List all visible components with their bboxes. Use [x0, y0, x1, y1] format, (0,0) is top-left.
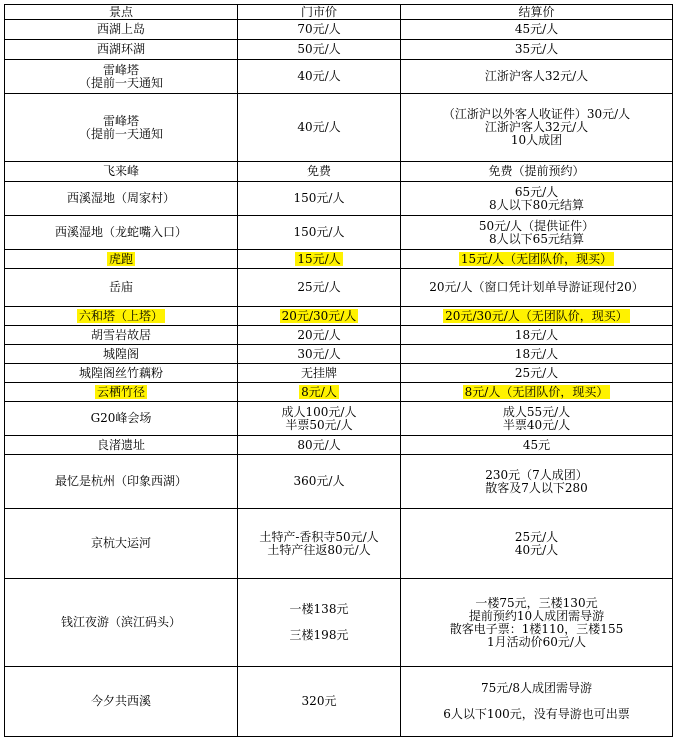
cell-line [403, 310, 670, 323]
highlighted-text: 15元/人（无团队价，现买） [460, 251, 613, 266]
cell-line: 25元/人 [297, 280, 341, 294]
cell-line: 一楼138元 [289, 602, 349, 616]
spot-cell [5, 94, 238, 162]
cell-line: 45元/人 [514, 22, 559, 36]
cell-line: 城隍阁丝竹藕粉 [78, 365, 163, 380]
cell-line: 25元/人 [514, 529, 559, 544]
table-row [5, 364, 673, 383]
cell-line: 1月活动价60元/人 [487, 634, 586, 649]
table-row [5, 269, 673, 307]
cell-line: 30元/人 [297, 346, 341, 361]
cell-line: G20峰会场 [90, 411, 152, 425]
cell-line: 150元/人 [293, 191, 345, 205]
cell-line [7, 253, 235, 266]
spot-cell [5, 40, 238, 60]
spot-cell [5, 364, 238, 383]
cell-line: （江浙沪以外客人收证件）30元/人 [442, 107, 631, 121]
cell-line [240, 310, 398, 323]
settlement-price-cell [401, 162, 673, 182]
cell-line: （提前一天通知 [78, 126, 163, 141]
cell-line [403, 386, 670, 399]
cell-line: 360元/人 [293, 474, 345, 488]
table-row [5, 60, 673, 94]
cell-line: 半票50元/人 [285, 417, 353, 432]
header-settlement-price: 结算价 [401, 5, 673, 20]
cell-line: 雷峰塔 [102, 62, 139, 77]
spot-cell [5, 579, 238, 667]
cell-line [403, 253, 670, 266]
cell-line: 70元/人 [297, 22, 341, 36]
ticket-price-cell [238, 364, 401, 383]
cell-line: 成人100元/人 [281, 404, 357, 419]
table-row [5, 509, 673, 579]
cell-line: 土特产往返80元/人 [267, 542, 371, 557]
cell-line: 20元/人（窗口凭计划单导游证现付20） [429, 280, 644, 294]
table-row [5, 579, 673, 667]
settlement-price-cell [401, 402, 673, 436]
settlement-price-cell [401, 455, 673, 509]
table-row [5, 667, 673, 737]
cell-line: 三楼198元 [289, 628, 349, 642]
ticket-price-cell [238, 20, 401, 40]
cell-line [240, 253, 398, 266]
settlement-price-cell [401, 60, 673, 94]
cell-line: 岳庙 [108, 280, 133, 294]
settlement-price-cell [401, 383, 673, 402]
cell-line: 50元/人 [297, 42, 341, 56]
ticket-price-cell [238, 345, 401, 364]
ticket-price-cell [238, 455, 401, 509]
ticket-price-cell [238, 436, 401, 455]
settlement-price-cell [401, 250, 673, 269]
ticket-price-cell [238, 579, 401, 667]
spot-cell [5, 20, 238, 40]
spot-cell [5, 455, 238, 509]
spot-cell [5, 250, 238, 269]
cell-line: 城隍阁 [102, 346, 139, 361]
ticket-price-cell [238, 94, 401, 162]
table-row [5, 94, 673, 162]
settlement-price-cell [401, 326, 673, 345]
cell-line: 西溪湿地（周家村） [66, 191, 175, 205]
cell-line [7, 310, 235, 323]
spot-cell [5, 216, 238, 250]
settlement-price-cell [401, 182, 673, 216]
cell-line: 散客及7人以下280 [485, 480, 588, 495]
cell-line: 西湖环湖 [96, 42, 145, 56]
cell-line: 无挂牌 [300, 365, 337, 380]
cell-line: 胡雪岩故居 [90, 327, 151, 342]
spot-cell [5, 326, 238, 345]
spot-cell [5, 402, 238, 436]
cell-line [240, 386, 398, 399]
price-table [4, 4, 673, 737]
settlement-price-cell [401, 94, 673, 162]
spot-cell [5, 509, 238, 579]
cell-line: 45元 [522, 437, 551, 452]
cell-line: 80元/人 [297, 437, 341, 452]
table-row [5, 216, 673, 250]
settlement-price-cell [401, 269, 673, 307]
cell-line: 西湖上岛 [96, 22, 145, 36]
cell-line: 75元/8人成团需导游 [481, 681, 592, 695]
table-row [5, 383, 673, 402]
spot-cell [5, 182, 238, 216]
ticket-price-cell [238, 182, 401, 216]
highlighted-text: 8元/人（无团队价，现买） [464, 384, 609, 399]
settlement-price-cell [401, 345, 673, 364]
table-row [5, 250, 673, 269]
cell-line [7, 386, 235, 399]
cell-line: 18元/人 [514, 327, 559, 342]
ticket-price-cell [238, 250, 401, 269]
highlighted-text: 15元/人 [297, 251, 341, 266]
cell-line: 20元/人 [297, 327, 341, 342]
cell-line: 35元/人 [514, 42, 559, 56]
cell-line: 25元/人 [514, 365, 559, 380]
settlement-price-cell [401, 364, 673, 383]
cell-line: 半票40元/人 [502, 417, 571, 432]
cell-line: 18元/人 [514, 346, 559, 361]
cell-line: 成人55元/人 [502, 404, 571, 419]
ticket-price-cell [238, 402, 401, 436]
cell-line: 江浙沪客人32元/人 [484, 69, 589, 83]
cell-line: 雷峰塔 [102, 113, 139, 128]
cell-line: 钱江夜游（滨江码头） [60, 615, 181, 629]
highlighted-text: 六和塔（上塔） [78, 308, 163, 323]
cell-line: 6人以下100元，没有导游也可出票 [443, 707, 630, 721]
cell-line: 8人以下80元结算 [489, 197, 584, 212]
table-row [5, 162, 673, 182]
highlighted-text: 8元/人 [301, 384, 337, 399]
table-row [5, 345, 673, 364]
settlement-price-cell [401, 667, 673, 737]
ticket-price-cell [238, 509, 401, 579]
ticket-price-cell [238, 269, 401, 307]
cell-line: 飞来峰 [102, 164, 139, 178]
spot-cell [5, 60, 238, 94]
cell-line: 良渚遗址 [96, 437, 145, 452]
ticket-price-cell [238, 216, 401, 250]
table-row [5, 326, 673, 345]
highlighted-text: 20元/30元/人（无团队价，现买） [445, 308, 628, 323]
table-row [5, 182, 673, 216]
table-row [5, 40, 673, 60]
table-row [5, 402, 673, 436]
cell-line: 散客电子票：1楼110，三楼155 [449, 621, 624, 636]
cell-line: 西溪湿地（龙蛇嘴入口） [54, 225, 187, 239]
spot-cell [5, 345, 238, 364]
table-row [5, 20, 673, 40]
cell-line: 50元/人（提供证件） [478, 218, 595, 233]
cell-line: 免费 [306, 164, 331, 178]
ticket-price-cell [238, 667, 401, 737]
settlement-price-cell [401, 307, 673, 326]
cell-line: 最忆是杭州（印象西湖） [54, 474, 187, 488]
ticket-price-cell [238, 383, 401, 402]
cell-line: 230元（7人成团） [485, 467, 588, 482]
cell-line: 150元/人 [293, 225, 345, 239]
spot-cell [5, 269, 238, 307]
spot-cell [5, 436, 238, 455]
cell-line: 京杭大运河 [90, 536, 151, 550]
cell-line: 40元/人 [297, 120, 341, 134]
spot-cell [5, 162, 238, 182]
highlighted-text: 云栖竹径 [96, 384, 145, 399]
cell-line: 65元/人 [514, 184, 559, 199]
cell-line: 10人成团 [510, 133, 563, 147]
header-row [5, 5, 673, 20]
spot-cell [5, 667, 238, 737]
table-row [5, 455, 673, 509]
cell-line: 40元/人 [514, 542, 559, 557]
ticket-price-cell [238, 326, 401, 345]
cell-line: 40元/人 [297, 69, 341, 83]
table-row [5, 307, 673, 326]
ticket-price-cell [238, 307, 401, 326]
settlement-price-cell [401, 216, 673, 250]
ticket-price-cell [238, 162, 401, 182]
cell-line: 提前预约10人成团需导游 [468, 608, 605, 623]
ticket-price-cell [238, 60, 401, 94]
ticket-price-cell [238, 40, 401, 60]
settlement-price-cell [401, 40, 673, 60]
spot-cell [5, 383, 238, 402]
header-spot: 景点 [5, 5, 238, 20]
highlighted-text: 20元/30元/人 [281, 308, 357, 323]
cell-line: 8人以下65元结算 [489, 231, 584, 246]
cell-line: 免费（提前预约） [488, 164, 585, 178]
settlement-price-cell [401, 509, 673, 579]
cell-line: 今夕共西溪 [90, 694, 151, 708]
cell-line: 土特产-香积寺50元/人 [259, 529, 379, 544]
cell-line: （提前一天通知 [78, 75, 163, 90]
table-row [5, 436, 673, 455]
cell-line: 江浙沪客人32元/人 [484, 120, 589, 134]
header-ticket-price: 门市价 [238, 5, 401, 20]
spot-cell [5, 307, 238, 326]
settlement-price-cell [401, 436, 673, 455]
settlement-price-cell [401, 579, 673, 667]
settlement-price-cell [401, 20, 673, 40]
cell-line: 320元 [301, 694, 337, 708]
cell-line: 一楼75元，三楼130元 [475, 595, 598, 610]
highlighted-text: 虎跑 [108, 251, 133, 266]
